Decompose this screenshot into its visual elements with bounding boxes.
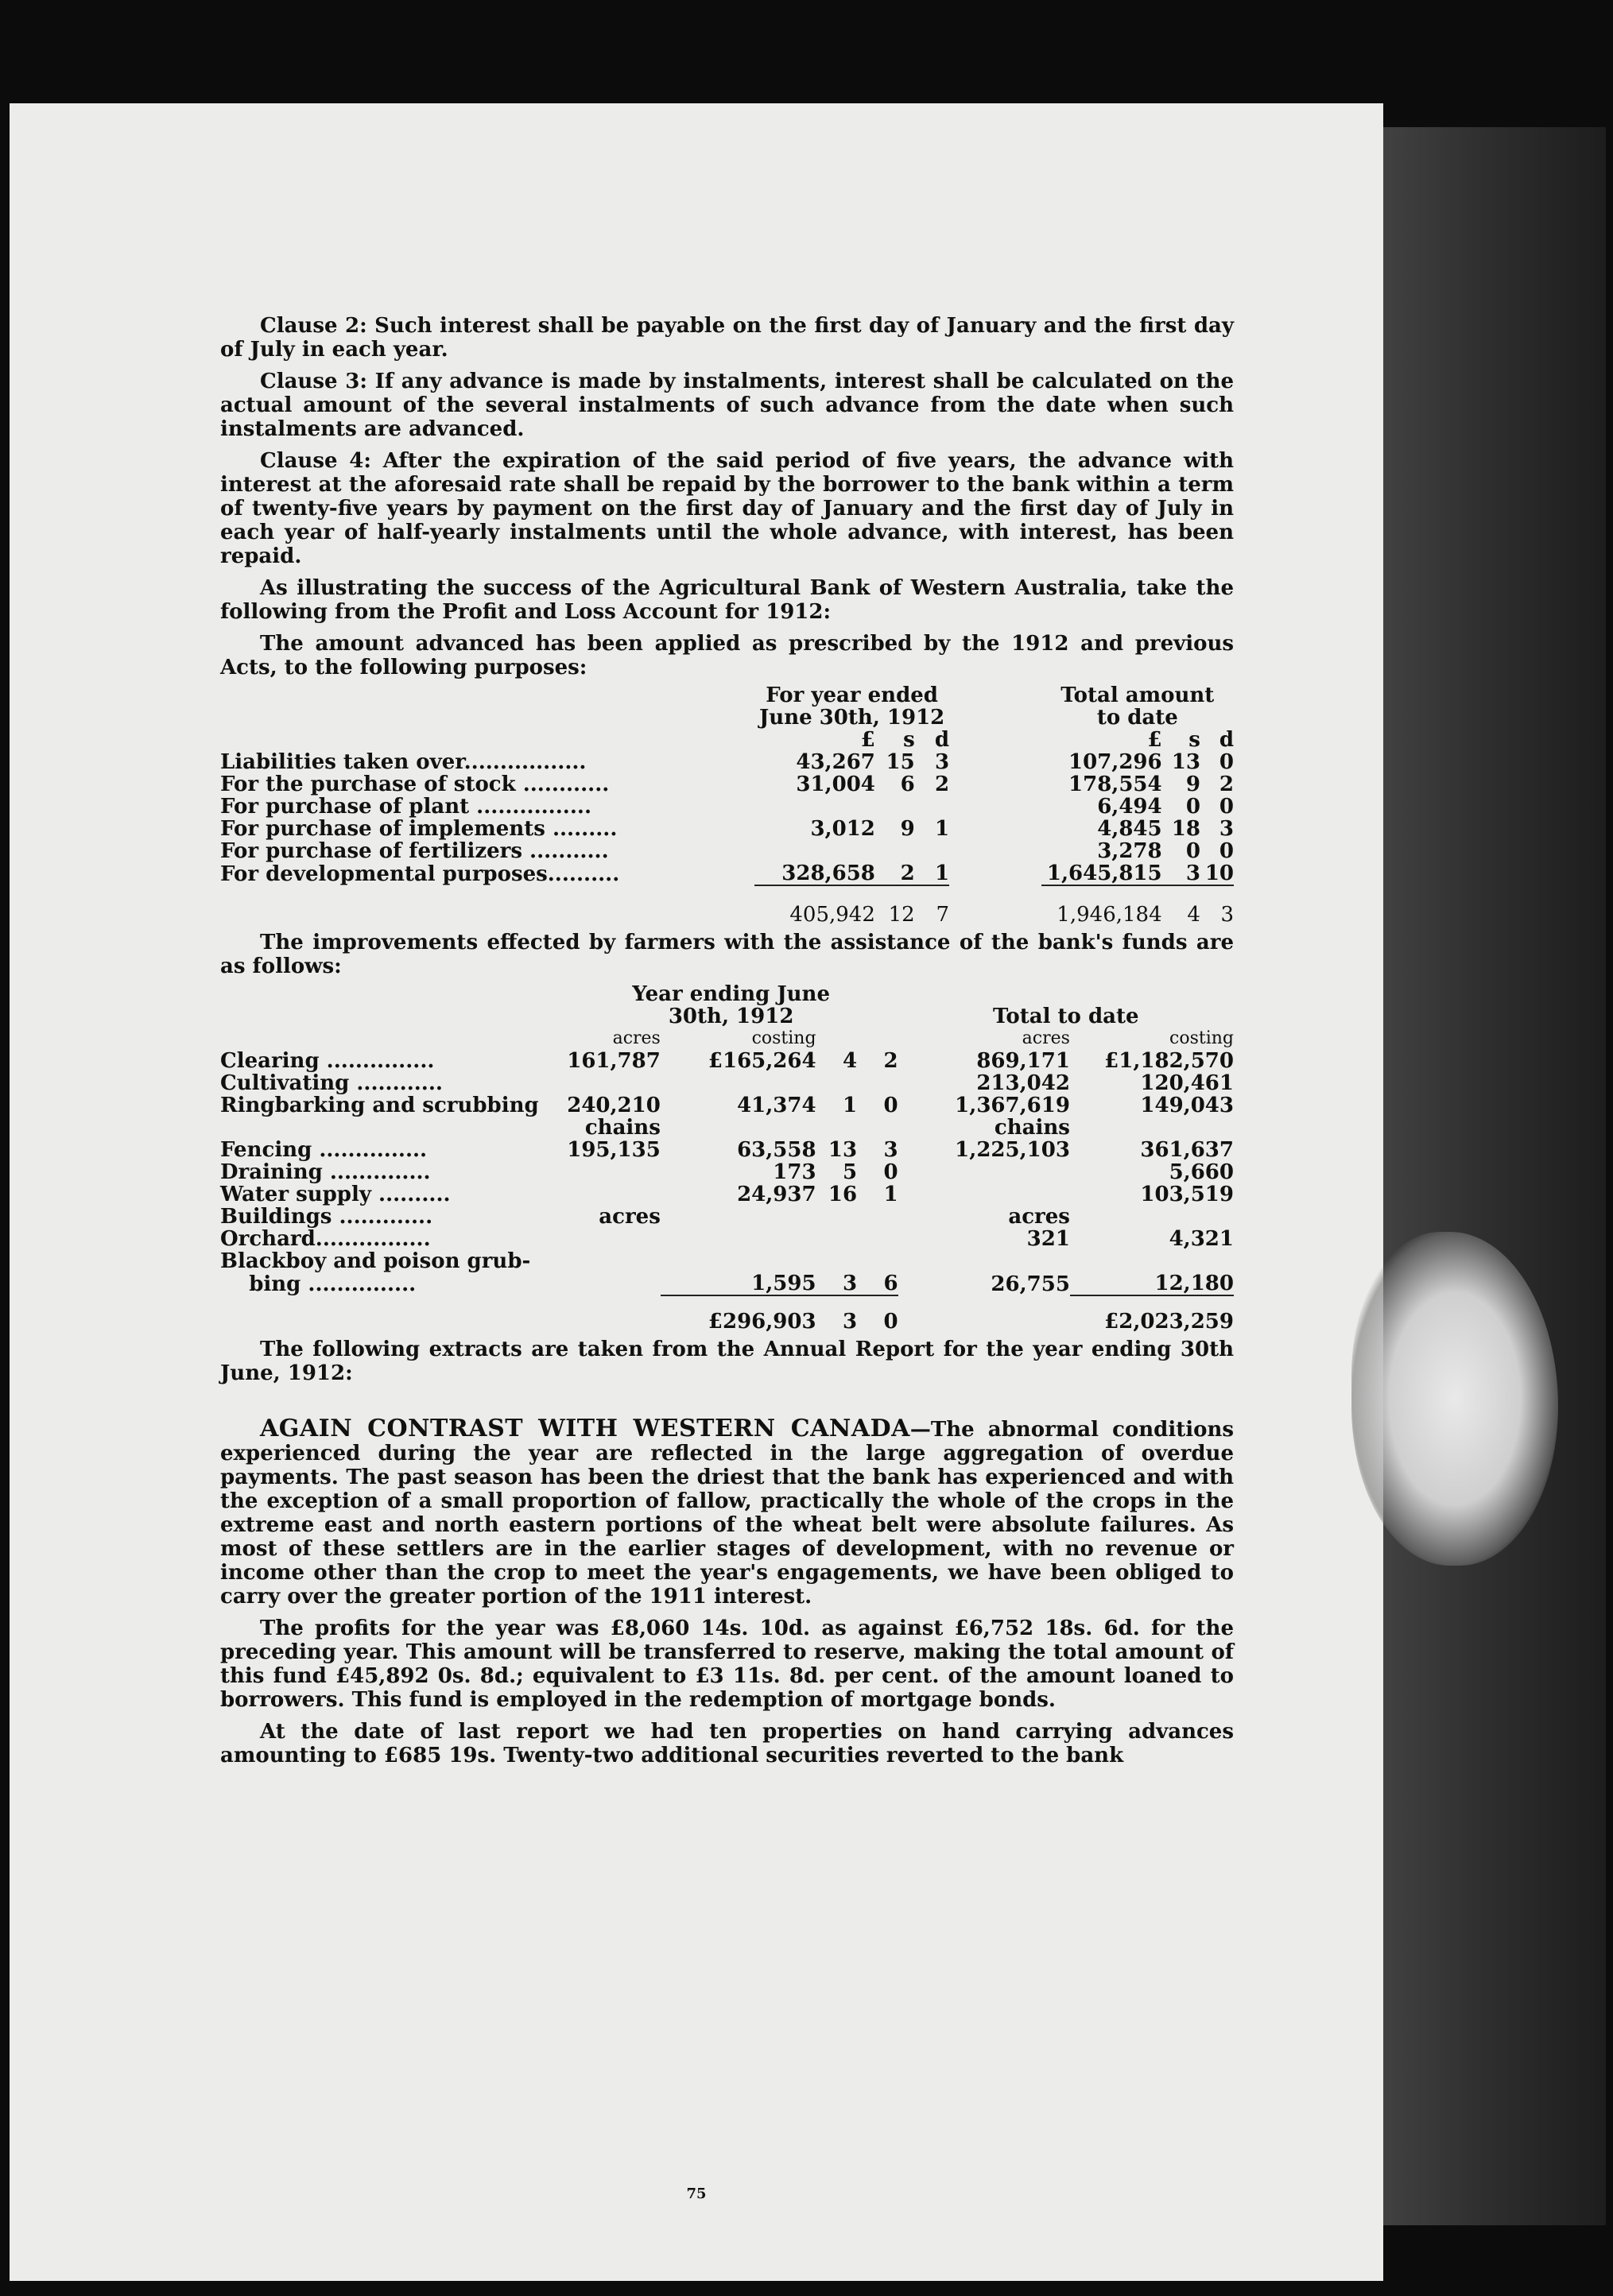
year-acres: [564, 1183, 661, 1206]
year-acres: [564, 1228, 661, 1250]
table-row: [220, 1272, 1234, 1295]
table-row: [220, 751, 1234, 773]
total-shillings: 3: [1185, 861, 1200, 885]
year-acres: 240,210: [567, 1094, 661, 1117]
clause-3-paragraph: Clause 3: If any advance is made by instalments, interest shall be calculated on the actual amount of the several instalments of such advance from the date when such instalments are advanced.: [220, 370, 1234, 441]
year-shillings: 15: [886, 750, 915, 774]
adjacent-page-edge: [1367, 127, 1606, 2225]
purposes-intro-paragraph: The amount advanced has been applied as prescribed by the 1912 and previous Acts, to the following purposes:: [220, 632, 1234, 680]
units-row: [220, 729, 1234, 751]
row-label: bing ...............: [220, 1272, 417, 1296]
year-pence: 3: [935, 750, 950, 774]
year-shillings: [816, 1228, 858, 1250]
profits-paragraph: The profits for the year was £8,060 14s. 10d. as against £6,752 18s. 6d. for the preceding year. This amount will be transferred to reserve, making the total amount of this fund £45,892 0s. 8d.; equivalent to £3 11s. 8d. per cent. of the amount loaned to borrowers. This fund is employed in the redemption of mortgage bonds.: [220, 1616, 1234, 1712]
row-label: For the purchase of stock ............: [220, 772, 610, 796]
total-acres: [898, 1183, 1070, 1206]
unit-shillings: s: [1188, 728, 1200, 752]
year-pence: [915, 796, 949, 818]
illustration-paragraph: As illustrating the success of the Agricultural Bank of Western Australia, take the following from the Profit and Loss Account for 1912:: [220, 576, 1234, 624]
year-pence: 2: [883, 1049, 898, 1073]
total-header-2: to date: [1096, 706, 1178, 730]
total-cost: 149,043: [1140, 1094, 1234, 1117]
row-label: Orchard................: [220, 1227, 431, 1251]
total-cost: [1070, 1250, 1234, 1272]
year-pence: [857, 1206, 898, 1228]
total-acres: 26,755: [991, 1272, 1070, 1296]
total-pounds: 6,494: [1097, 795, 1162, 819]
total-acres: [898, 1161, 1070, 1183]
year-total-shillings: 12: [888, 903, 915, 927]
section-body: —The abnormal conditions experienced during the year are reflected in the large aggregation of overdue payments. The past season has been the driest that the bank has experienced and with the exception of a small proportion of fallow, practically the whole of the crops in the extreme east and north eastern portions of the wheat belt were absolute failures. As most of these settlers are in the earlier stages of development, with no revenue or income other than the crop to meet the year's engagements, we have been obliged to carry over the greater portion of the 1911 interest.: [220, 1418, 1234, 1609]
table-row: [220, 1183, 1234, 1206]
year-acres: acres: [599, 1205, 661, 1229]
year-acres: [564, 1272, 661, 1295]
clause-2-paragraph: Clause 2: Such interest shall be payable on the first day of January and the first day of July in each year.: [220, 314, 1234, 362]
improvements-intro-paragraph: The improvements effected by farmers with the assistance of the bank's funds are as follows:: [220, 931, 1234, 978]
year-pence: 1: [883, 1183, 898, 1206]
row-label: Blackboy and poison grub-: [220, 1249, 531, 1273]
year-shillings: 4: [842, 1049, 858, 1073]
total-shillings: 18: [1171, 817, 1200, 841]
table-row: [220, 840, 1234, 862]
total-pence: 10: [1204, 861, 1234, 885]
total-acres: 213,042: [976, 1071, 1070, 1095]
row-label: Draining ..............: [220, 1160, 431, 1184]
year-pence: 6: [883, 1272, 898, 1295]
total-pounds: 178,554: [1068, 772, 1162, 796]
year-shillings: [875, 796, 915, 818]
clause-4-paragraph: Clause 4: After the expiration of the said period of five years, the advance with interest at the aforesaid rate shall be repaid by the borrower to the bank within a term of twenty-five years by payment on the first day of January and the first day of July in each year of half-yearly instalments until the whole advance, with interest, has been repaid.: [220, 449, 1234, 568]
total-chains: 1,225,103: [955, 1138, 1070, 1162]
year-pence: 2: [935, 772, 950, 796]
year-shillings: 9: [900, 817, 915, 841]
total-shillings: 0: [1185, 795, 1200, 819]
unit-pounds: £: [1147, 728, 1162, 752]
year-shillings: [816, 1250, 858, 1272]
table-row: [220, 773, 1234, 796]
chains-unit: chains: [994, 1116, 1070, 1140]
year-pence: 1: [935, 817, 950, 841]
year-pence: 3: [883, 1138, 898, 1162]
year-pounds: [754, 796, 875, 818]
acres-unit: acres: [1022, 1028, 1070, 1048]
total-cost: 12,180: [1154, 1272, 1234, 1295]
table-row: [220, 862, 1234, 885]
total-pounds: 1,645,815: [1046, 861, 1162, 885]
year-acres: [564, 1250, 661, 1272]
table-row: [220, 1094, 1234, 1117]
advances-purposes-table: [220, 684, 1234, 926]
year-pence: 0: [883, 1160, 898, 1184]
chains-unit: chains: [584, 1116, 661, 1140]
year-header-2: June 30th, 1912: [758, 706, 945, 730]
page-number: 75: [686, 2186, 707, 2202]
unit-shillings: s: [903, 728, 915, 752]
table-row: [220, 1250, 1234, 1272]
year-pence: [915, 840, 949, 862]
total-pence: 0: [1219, 750, 1234, 774]
units-row: [220, 1117, 1234, 1139]
year-cost: 173: [773, 1160, 816, 1184]
total-cost: 5,660: [1169, 1160, 1234, 1184]
units-row: [220, 1028, 1234, 1050]
total-pence: 0: [1219, 795, 1234, 819]
total-header-1: Total amount: [1060, 683, 1215, 707]
year-cost: 1,595: [751, 1272, 816, 1295]
costing-unit: costing: [1169, 1028, 1234, 1048]
year-shillings: 16: [828, 1183, 858, 1206]
year-cost: [661, 1250, 816, 1272]
year-total-pounds: 405,942: [789, 903, 875, 927]
total-cost: 103,519: [1140, 1183, 1234, 1206]
year-cost: [661, 1072, 816, 1094]
unit-pounds: £: [860, 728, 875, 752]
unit-pence: d: [1219, 728, 1234, 752]
western-canada-paragraph: [220, 1417, 1234, 1609]
table-row: [220, 1139, 1234, 1161]
improvements-table: [220, 983, 1234, 1333]
table-header-row: [220, 707, 1234, 729]
report-intro-paragraph: The following extracts are taken from the Annual Report for the year ending 30th June, 1912:: [220, 1338, 1234, 1385]
grand-total-pounds: 1,946,184: [1057, 903, 1162, 927]
year-pounds: 3,012: [810, 817, 875, 841]
total-acres: 869,171: [976, 1049, 1070, 1073]
year-shillings: [816, 1206, 858, 1228]
table-row: [220, 1161, 1234, 1183]
acres-unit: acres: [612, 1028, 661, 1048]
total-shillings: 0: [1185, 839, 1200, 863]
year-pence: [857, 1228, 898, 1250]
table-header-row: [220, 1005, 1234, 1028]
year-pounds: [754, 840, 875, 862]
table-row: [220, 1206, 1234, 1228]
unit-pence: d: [934, 728, 950, 752]
total-cost: 4,321: [1169, 1227, 1234, 1251]
total-acres: acres: [1008, 1205, 1070, 1229]
grand-total-shillings: 4: [1187, 903, 1200, 927]
year-shillings: [816, 1072, 858, 1094]
total-acres: 321: [1026, 1227, 1070, 1251]
year-cost: [661, 1206, 816, 1228]
total-header: Total to date: [993, 1005, 1139, 1028]
row-label: For purchase of fertilizers ...........: [220, 839, 609, 863]
total-pounds: 4,845: [1097, 817, 1162, 841]
year-cost: 63,558: [737, 1138, 816, 1162]
table-row: [220, 1072, 1234, 1094]
row-label: For developmental purposes..........: [220, 862, 620, 886]
total-pounds: 107,296: [1068, 750, 1162, 774]
grand-total-cost: £2,023,259: [1070, 1295, 1234, 1333]
year-header-1: For year ended: [766, 683, 938, 707]
year-shillings: 5: [842, 1160, 858, 1184]
row-label: Cultivating ............: [220, 1071, 443, 1095]
section-heading: AGAIN CONTRAST WITH WESTERN CANADA: [260, 1415, 910, 1442]
properties-paragraph: At the date of last report we had ten properties on hand carrying advances amounting to £685 19s. Twenty-two additional securities reverted to the bank: [220, 1720, 1234, 1767]
costing-unit: costing: [751, 1028, 816, 1048]
total-shillings: 9: [1185, 772, 1200, 796]
year-header-2: 30th, 1912: [668, 1005, 794, 1028]
year-shillings: 13: [828, 1138, 858, 1162]
year-total-shillings: 3: [816, 1295, 858, 1333]
year-pounds: 43,267: [796, 750, 875, 774]
total-cost: £1,182,570: [1104, 1049, 1234, 1073]
row-label: Clearing ...............: [220, 1049, 435, 1073]
total-cost: 361,637: [1140, 1138, 1234, 1162]
year-cost: £165,264: [708, 1049, 816, 1073]
total-cost: [1070, 1206, 1234, 1228]
year-shillings: 2: [900, 861, 915, 885]
total-acres: 1,367,619: [955, 1094, 1070, 1117]
year-pounds: 328,658: [781, 861, 875, 885]
year-acres: 161,787: [567, 1049, 661, 1073]
year-acres: [564, 1161, 661, 1183]
year-cost: 24,937: [737, 1183, 816, 1206]
page-content: [220, 314, 1234, 1775]
total-shillings: 13: [1171, 750, 1200, 774]
row-label: Water supply ..........: [220, 1183, 451, 1206]
year-pence: [857, 1250, 898, 1272]
table-row: [220, 1050, 1234, 1072]
year-header-1: Year ending June: [632, 982, 830, 1006]
year-shillings: [875, 840, 915, 862]
year-pence: [857, 1072, 898, 1094]
total-pence: 2: [1219, 772, 1234, 796]
table-row: [220, 818, 1234, 840]
year-shillings: 1: [842, 1094, 858, 1117]
row-label: Liabilities taken over.................: [220, 750, 587, 774]
row-label: Fencing ...............: [220, 1138, 428, 1162]
year-shillings: 6: [900, 772, 915, 796]
total-cost: 120,461: [1140, 1071, 1234, 1095]
total-pounds: 3,278: [1097, 839, 1162, 863]
year-pounds: 31,004: [796, 772, 875, 796]
table-header-row: [220, 684, 1234, 707]
year-pence: 1: [935, 861, 950, 885]
table-row: [220, 1228, 1234, 1250]
year-pence: 0: [883, 1094, 898, 1117]
table-header-row: [220, 983, 1234, 1005]
document-page: [10, 103, 1383, 2281]
year-cost: 41,374: [737, 1094, 816, 1117]
total-pence: 0: [1219, 839, 1234, 863]
table-total-row: [220, 886, 1234, 926]
year-total-pence: 7: [936, 903, 950, 927]
year-total-pence: 0: [857, 1295, 898, 1333]
year-acres: [564, 1072, 661, 1094]
year-shillings: 3: [842, 1272, 858, 1295]
row-label: Buildings .............: [220, 1205, 433, 1229]
total-pence: 3: [1219, 817, 1234, 841]
row-label: Ringbarking and scrubbing: [220, 1094, 539, 1117]
total-acres: [898, 1250, 1070, 1272]
row-label: For purchase of plant ................: [220, 795, 591, 819]
table-row: [220, 796, 1234, 818]
grand-total-pence: 3: [1220, 903, 1234, 927]
row-label: For purchase of implements .........: [220, 817, 618, 841]
year-cost: [661, 1228, 816, 1250]
year-total-cost: £296,903: [661, 1295, 816, 1333]
table-total-row: [220, 1295, 1234, 1333]
year-chains: 195,135: [567, 1138, 661, 1162]
